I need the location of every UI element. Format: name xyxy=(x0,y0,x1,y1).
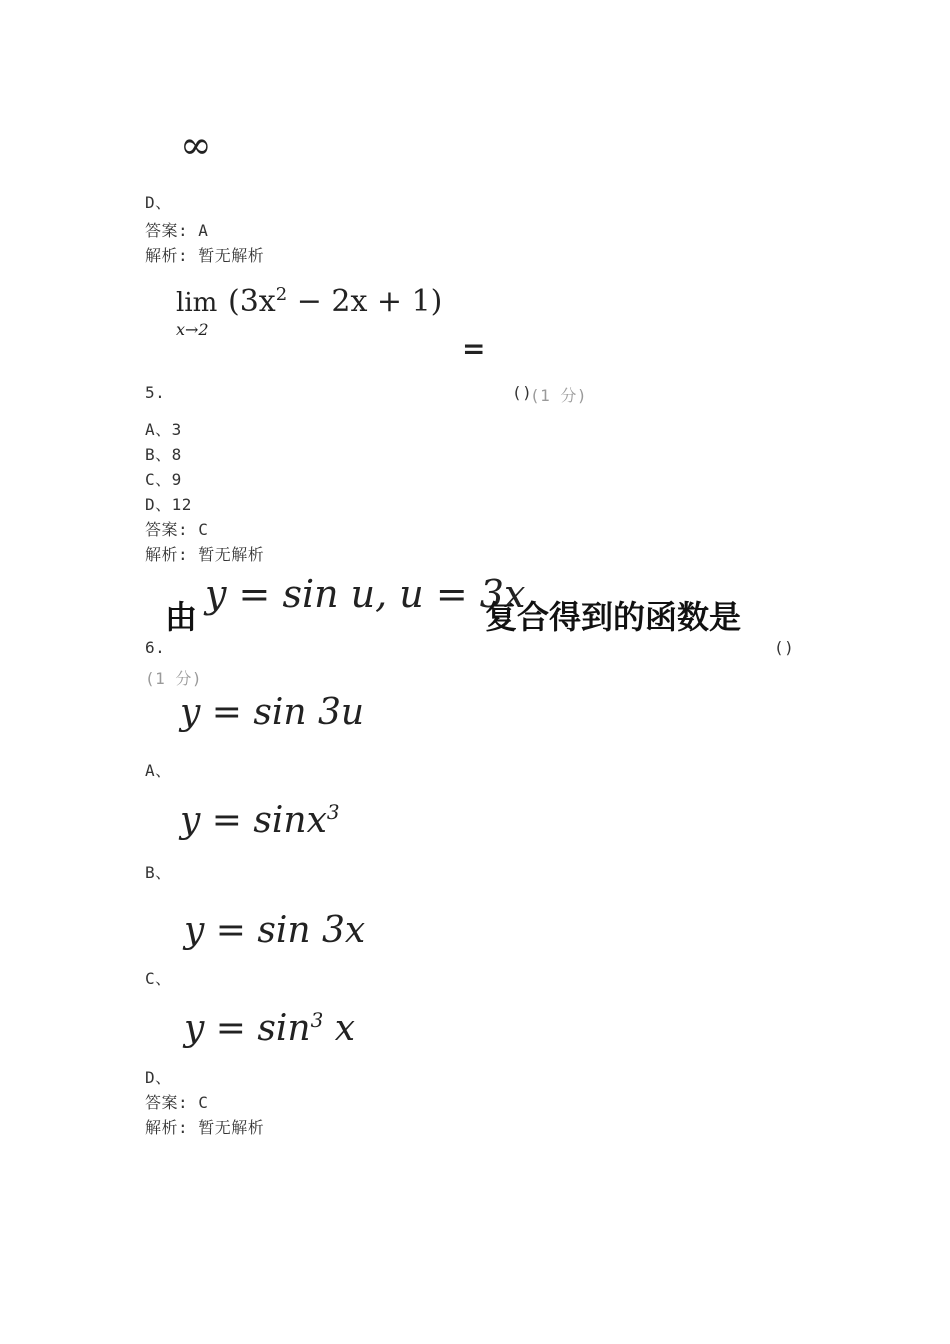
q6-option-a-label: A、 xyxy=(145,761,172,780)
q6-option-c-text: y = sin 3x xyxy=(184,910,366,951)
q6-analysis: 解析: 暂无解析 xyxy=(145,1118,265,1137)
q6-stem-prefix: 由 xyxy=(165,598,198,636)
q5-option-c: C、9 xyxy=(145,470,182,489)
q5-option-b: B、8 xyxy=(145,445,182,464)
q6-option-b-text: y = sinx xyxy=(180,800,327,841)
q5-answer: 答案: C xyxy=(145,520,209,539)
q6-stem-suffix: 复合得到的函数是 xyxy=(485,598,742,636)
q6-option-d-exponent: 3 xyxy=(310,1008,324,1032)
q5-lim-sub: x→2 xyxy=(176,320,209,339)
q5-exponent: 2 xyxy=(275,284,288,305)
q6-option-c-label: C、 xyxy=(145,969,172,988)
q6-option-c-formula xyxy=(184,910,365,951)
q4-analysis: 解析: 暂无解析 xyxy=(145,246,265,265)
q5-analysis: 解析: 暂无解析 xyxy=(145,545,265,564)
q5-number: 5. xyxy=(145,383,166,402)
q5-formula-body xyxy=(228,284,442,319)
q6-option-b-exponent: 3 xyxy=(326,800,340,824)
q5-body-rest: − 2x + 1) xyxy=(287,284,443,319)
q5-equals: = xyxy=(462,332,486,365)
q4-answer: 答案: A xyxy=(145,221,209,240)
q6-option-a-formula xyxy=(180,692,364,733)
q6-stem-formula: y = sin u, u = 3x xyxy=(205,572,526,616)
q6-option-d-label: D、 xyxy=(145,1068,172,1087)
q6-option-a-text: y = sin 3u xyxy=(180,692,365,733)
q5-option-d: D、12 xyxy=(145,495,192,514)
q6-option-d-formula xyxy=(184,1008,355,1049)
q5-lim: lim xyxy=(176,288,218,318)
q6-number: 6. xyxy=(145,638,166,657)
q6-option-b-formula xyxy=(180,800,340,841)
q5-option-a: A、3 xyxy=(145,420,182,439)
q6-score: (1 分) xyxy=(145,669,203,688)
q5-body-part: (3x xyxy=(228,284,276,319)
q6-option-d-tail: x xyxy=(323,1008,356,1049)
q6-option-d-text: y = sin xyxy=(184,1008,311,1049)
q4-option-d-label: D、 xyxy=(145,193,172,212)
q6-option-b-label: B、 xyxy=(145,863,172,882)
q4-option-d-formula: ∞ xyxy=(180,123,212,167)
q5-paren: () xyxy=(512,383,533,402)
q6-paren: () xyxy=(774,638,795,657)
q5-score: (1 分) xyxy=(530,386,588,405)
q6-answer: 答案: C xyxy=(145,1093,209,1112)
